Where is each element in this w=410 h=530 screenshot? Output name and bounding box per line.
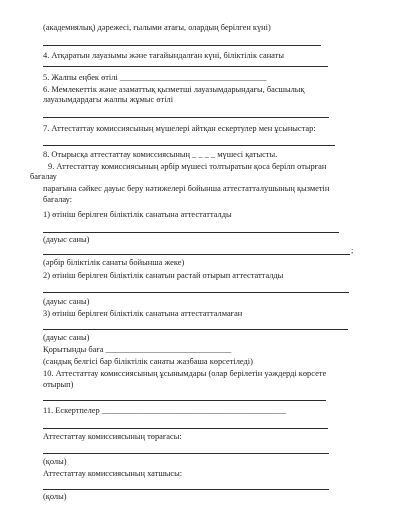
item-6-service-experience-line2: лауазымдардағы жалпы жұмыс өтілі: [43, 95, 174, 104]
item-9-option-3: 3) өтініш берілген біліктілік санатына аттестатталмаған: [43, 309, 243, 318]
conclusion-grade-note: (сандық белгісі бар біліктілік санаты жазбаша көрсетіледі): [43, 357, 253, 366]
item-6-service-experience-line1: 6. Мемлекеттік және азаматтық қызметші лауазымдарындағы, басшылық: [43, 85, 305, 94]
item-7-remarks-text: 7. Аттестаттау комиссиясының мүшелері айтқан ескертулер мен ұсыныстар:: [43, 124, 316, 133]
item-9-evaluation-line2: бағалау: [30, 172, 57, 181]
item-10-recommendations-line1: 10. Аттестаттау комиссиясының ұсынымдары (олар берілетін уәждерді көрсете: [43, 369, 327, 378]
academic-degree-note: (академиялық) дәрежесі, ғылыми атағы, олардың берілген күні): [43, 23, 271, 32]
underline: [43, 254, 350, 255]
underline: [43, 145, 335, 146]
item-8-members-present: 8. Отырысқа аттестаттау комиссиясының _ _ _ _ мүшесі қатысты.: [43, 150, 278, 159]
underline: [43, 292, 349, 293]
secretary-label: Аттестаттау комиссиясының хатшысы:: [43, 469, 183, 478]
signature-line: [43, 489, 329, 490]
item-9-evaluation-line3: парағына сәйкес дауыс беру нәтижелері бойынша аттестатталушының қызметін: [43, 184, 330, 193]
item-5-experience-label: 5. Жалпы еңбек өтілі ___________________________________: [43, 73, 267, 82]
underline: [43, 232, 339, 233]
item-9-option-2: 2) өтініш берілген біліктілік санатын растай отырып аттестатталды: [43, 271, 284, 280]
per-category-note: (әрбір біліктілік санаты бойынша жеке): [43, 258, 185, 267]
item-9-evaluation-line4: бағалау:: [43, 195, 73, 204]
item-4-position-text: 4. Атқаратын лауазымы және тағайындалған күні, біліктілік санаты: [43, 51, 284, 60]
vote-count-label-3: (дауыс саны): [43, 333, 90, 342]
chairman-signature-caption: (қолы): [43, 457, 67, 466]
underline: [43, 329, 348, 330]
secretary-signature-caption: (қолы): [43, 492, 67, 501]
signature-line: [43, 453, 329, 454]
vote-count-label-2: (дауыс саны): [43, 297, 90, 306]
chairman-label: Аттестаттау комиссиясының төрағасы:: [43, 432, 182, 441]
conclusion-grade-label: Қорытынды баға ______________________________: [43, 345, 232, 354]
item-9-option-1: 1) өтініш берілген біліктілік санатына аттестатталды: [43, 210, 232, 219]
underline: [43, 428, 328, 429]
item-11-notes-label: 11. Ескертпелер ____________________________________________: [43, 406, 287, 415]
underline: [43, 45, 321, 46]
item-10-recommendations-line2: отырып): [43, 380, 74, 389]
underline: [43, 117, 329, 118]
item-9-evaluation-line1: 9. Аттестаттау комиссиясының әрбір мүшесі толтыратын қоса берілп отырған: [48, 162, 327, 171]
semicolon: ;: [351, 246, 354, 255]
underline: [43, 400, 326, 401]
vote-count-label-1: (дауыс саны): [43, 235, 90, 244]
underline: [43, 66, 328, 67]
